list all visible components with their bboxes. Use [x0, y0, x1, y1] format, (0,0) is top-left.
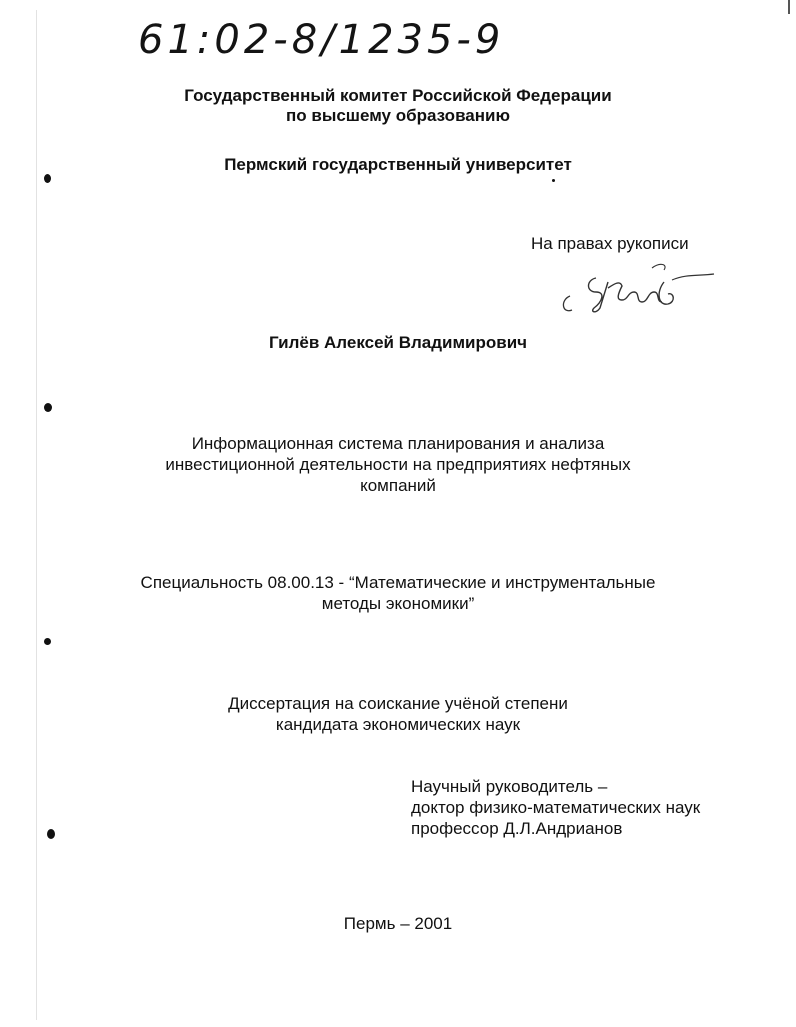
- advisor-line-1: Научный руководитель –: [411, 777, 608, 796]
- advisor-line-2: доктор физико-математических наук: [411, 798, 701, 817]
- scan-speck-2: [44, 403, 52, 412]
- author-signature: [556, 258, 716, 320]
- manuscript-rights: На правах рукописи: [531, 234, 689, 253]
- committee-line-1: Государственный комитет Российской Федерации: [184, 86, 612, 105]
- archive-number: 61:02-8/1235-9: [138, 17, 505, 63]
- dissertation-title-line-3: компаний: [360, 476, 436, 495]
- dissertation-degree-line-2: кандидата экономических наук: [275, 715, 521, 734]
- committee-line-2: по высшему образованию: [286, 106, 510, 125]
- scan-speck-3: [44, 638, 51, 645]
- specialty-line-1: Специальность 08.00.13 - “Математические и инструментальные: [140, 573, 656, 592]
- scientific-advisor-block: [411, 776, 771, 839]
- dissertation-degree-line-1: Диссертация на соискание учёной степени: [228, 694, 568, 713]
- scan-speck-4: [47, 829, 55, 839]
- dissertation-title-line-2: инвестиционной деятельности на предприятиях нефтяных: [165, 455, 631, 474]
- advisor-line-3: профессор Д.Л.Андрианов: [411, 819, 623, 838]
- dissertation-title-line-1: Информационная система планирования и анализа: [191, 434, 605, 453]
- university-name: Пермский государственный университет: [224, 155, 572, 174]
- place-and-year: Пермь – 2001: [343, 914, 453, 933]
- author-name: Гилёв Алексей Владимирович: [268, 333, 528, 352]
- scan-edge-mark: [788, 0, 790, 14]
- scan-speck-1: [44, 174, 51, 183]
- scan-speck-5: [552, 179, 555, 182]
- specialty-line-2: методы экономики”: [321, 594, 475, 613]
